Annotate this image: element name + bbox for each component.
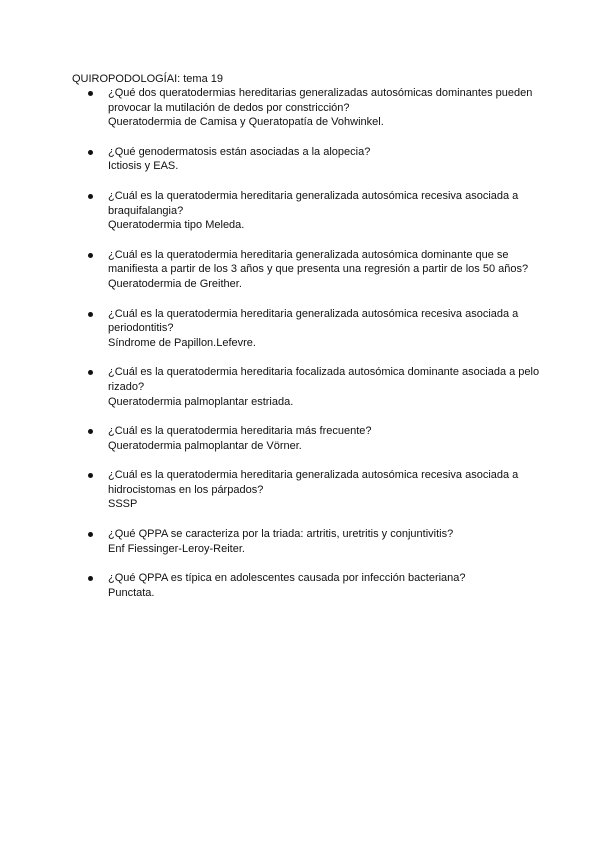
question-text: ¿Cuál es la queratodermia hereditaria generalizada autosómica recesiva asociada a braquifalangia? <box>108 189 519 217</box>
answer-text: Enf Fiessinger-Leroy-Reiter. <box>108 542 245 555</box>
bullet-icon <box>88 150 93 155</box>
question-text: ¿Qué QPPA es típica en adolescentes causada por infección bacteriana? <box>108 572 466 585</box>
list-item <box>72 468 542 512</box>
list-item <box>72 307 542 351</box>
answer-text: Ictiosis y EAS. <box>108 160 179 173</box>
bullet-icon <box>88 312 93 317</box>
bullet-icon <box>88 429 93 434</box>
question-text: ¿Cuál es la queratodermia hereditaria más frecuente? <box>108 425 372 438</box>
answer-text: Queratodermia de Greither. <box>108 277 242 290</box>
question-text: ¿Qué dos queratodermias hereditarias generalizadas autosómicas dominantes pueden provocar la mutilación de dedos por constricción? <box>108 87 533 114</box>
bullet-icon <box>88 91 93 96</box>
answer-text: Síndrome de Papillon.Lefevre. <box>108 336 256 349</box>
bullet-icon <box>88 370 93 375</box>
list-item <box>72 189 542 233</box>
list-item <box>72 86 542 130</box>
list-item <box>72 527 542 556</box>
question-text: ¿Cuál es la queratodermia hereditaria generalizada autosómica recesiva asociada a hidrocistomas en los párpados? <box>108 469 519 496</box>
answer-text: Queratodermia palmoplantar de Vörner. <box>108 439 302 452</box>
question-list <box>72 86 542 615</box>
bullet-icon <box>88 253 93 258</box>
question-text: ¿Cuál es la queratodermia hereditaria focalizada autosómica dominante asociada a pelo rizado? <box>108 366 540 393</box>
answer-text: Queratodermia tipo Meleda. <box>108 219 245 232</box>
list-item <box>72 571 542 600</box>
question-text: ¿Qué QPPA se caracteriza por la triada: artritis, uretritis y conjuntivitis? <box>108 528 454 541</box>
question-text: ¿Qué genodermatosis están asociadas a la alopecia? <box>108 145 371 158</box>
bullet-icon <box>88 576 93 581</box>
question-text: ¿Cuál es la queratodermia hereditaria generalizada autosómica dominante que se manifiesta a partir de los 3 años y que presenta una regresión a partir de los 50 años? <box>108 248 529 276</box>
bullet-icon <box>88 194 93 199</box>
list-item <box>72 145 542 174</box>
answer-text: Punctata. <box>108 586 155 599</box>
bullet-icon <box>88 532 93 537</box>
question-text: ¿Cuál es la queratodermia hereditaria generalizada autosómica recesiva asociada a periodontitis? <box>108 307 519 335</box>
answer-text: Queratodermia palmoplantar estriada. <box>108 395 294 408</box>
list-item <box>72 248 542 292</box>
document-header: QUIROPODOLOGÍAI: tema 19 <box>72 73 223 85</box>
list-item <box>72 365 542 409</box>
answer-text: Queratodermia de Camisa y Queratopatía de Vohwinkel. <box>108 116 384 129</box>
list-item <box>72 424 542 453</box>
answer-text: SSSP <box>108 498 138 511</box>
bullet-icon <box>88 473 93 478</box>
